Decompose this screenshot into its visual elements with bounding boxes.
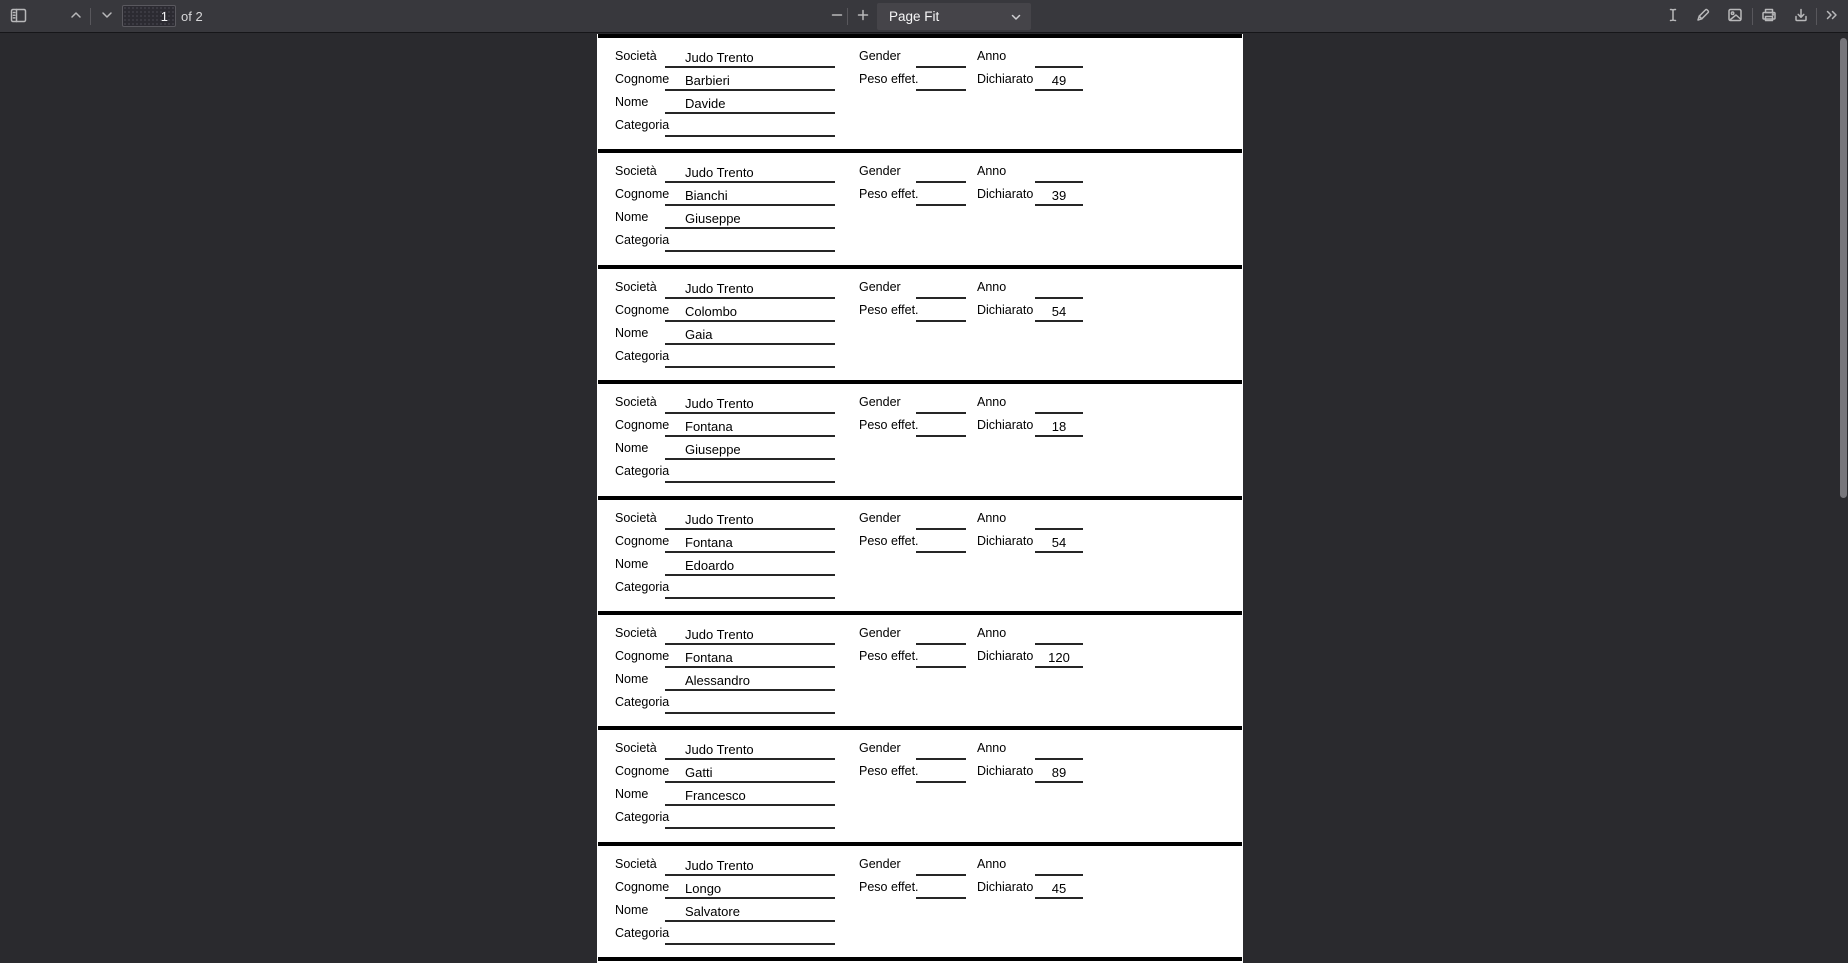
- dichiarato-field: [1035, 649, 1083, 668]
- gender-field: [916, 857, 966, 876]
- anno-field: [1035, 395, 1083, 414]
- societa-value: Judo Trento: [685, 511, 754, 527]
- image-icon: [1727, 7, 1743, 26]
- nome-value: Giuseppe: [685, 442, 741, 458]
- dichiarato-value: 39: [1051, 188, 1067, 204]
- gender-field: [916, 511, 966, 530]
- anno-field: [1035, 741, 1083, 760]
- cognome-label: Cognome: [615, 187, 670, 202]
- anno-label: Anno: [977, 741, 1007, 756]
- plus-icon: [856, 8, 870, 25]
- categoria-field: [665, 580, 835, 599]
- printer-icon: [1761, 7, 1777, 26]
- cognome-field: [665, 534, 835, 553]
- cognome-field: [665, 72, 835, 91]
- toolbar-divider: [1752, 8, 1753, 25]
- categoria-field: [665, 926, 835, 945]
- cognome-field: [665, 303, 835, 322]
- draw-tool-button[interactable]: [1690, 4, 1715, 29]
- save-button[interactable]: [1788, 4, 1813, 29]
- nome-field: [665, 441, 835, 460]
- gender-label: Gender: [859, 395, 901, 410]
- text-tool-button[interactable]: [1660, 4, 1685, 29]
- categoria-label: Categoria: [615, 348, 670, 363]
- societa-label: Società: [615, 49, 657, 63]
- nome-label: Nome: [615, 556, 649, 571]
- dichiarato-label: Dichiarato: [977, 879, 1034, 894]
- download-icon: [1793, 7, 1809, 26]
- dichiarato-value: 120: [1048, 649, 1070, 665]
- categoria-label: Categoria: [615, 694, 670, 709]
- nome-value: Davide: [685, 96, 726, 111]
- anno-label: Anno: [977, 856, 1007, 871]
- categoria-field: [665, 118, 835, 137]
- cognome-value: Gatti: [685, 765, 713, 781]
- sidebar-icon: [10, 7, 27, 27]
- cognome-field: [665, 187, 835, 206]
- gender-label: Gender: [859, 741, 901, 756]
- chevron-up-icon: [69, 8, 83, 25]
- nome-field: [665, 557, 835, 576]
- anno-field: [1035, 626, 1083, 645]
- cognome-value: Fontana: [685, 534, 733, 550]
- cognome-value: Barbieri: [685, 73, 730, 88]
- dichiarato-label: Dichiarato: [977, 72, 1034, 86]
- cognome-field: [665, 880, 835, 899]
- peso-label: Peso effet.: [859, 72, 919, 86]
- cognome-label: Cognome: [615, 533, 670, 548]
- societa-field: [665, 49, 835, 68]
- entry-card: [598, 611, 1242, 726]
- societa-label: Società: [615, 741, 657, 756]
- dichiarato-field: [1035, 303, 1083, 322]
- dichiarato-value: 54: [1051, 534, 1067, 550]
- peso-field: [916, 187, 966, 206]
- nome-field: [665, 787, 835, 806]
- nome-label: Nome: [615, 95, 649, 109]
- peso-field: [916, 418, 966, 437]
- zoom-select[interactable]: [877, 3, 1031, 30]
- peso-label: Peso effet.: [859, 533, 919, 548]
- peso-field: [916, 534, 966, 553]
- dichiarato-value: 49: [1051, 73, 1067, 88]
- peso-field: [916, 649, 966, 668]
- categoria-label: Categoria: [615, 464, 670, 479]
- peso-label: Peso effet.: [859, 764, 919, 779]
- societa-value: Judo Trento: [685, 280, 754, 296]
- cognome-value: Longo: [685, 880, 722, 896]
- categoria-label: Categoria: [615, 579, 670, 594]
- entry-card: [598, 149, 1242, 264]
- cognome-label: Cognome: [615, 648, 670, 663]
- categoria-field: [665, 810, 835, 829]
- cognome-field: [665, 649, 835, 668]
- gender-label: Gender: [859, 279, 901, 294]
- categoria-field: [665, 349, 835, 368]
- minus-icon: [830, 8, 844, 25]
- cognome-value: Fontana: [685, 649, 733, 665]
- societa-field: [665, 280, 835, 299]
- cognome-value: Bianchi: [685, 188, 728, 204]
- previous-page-button[interactable]: [63, 4, 88, 29]
- cognome-field: [665, 418, 835, 437]
- nome-value: Alessandro: [685, 672, 751, 688]
- societa-value: Judo Trento: [685, 742, 754, 758]
- peso-label: Peso effet.: [859, 879, 919, 894]
- entry-card: [598, 380, 1242, 495]
- dichiarato-field: [1035, 72, 1083, 91]
- categoria-field: [665, 233, 835, 252]
- peso-field: [916, 880, 966, 899]
- societa-label: Società: [615, 279, 657, 294]
- page-number-input[interactable]: [122, 5, 176, 27]
- gender-label: Gender: [859, 164, 901, 179]
- dichiarato-label: Dichiarato: [977, 418, 1034, 433]
- societa-field: [665, 857, 835, 876]
- anno-field: [1035, 164, 1083, 183]
- nome-label: Nome: [615, 441, 649, 456]
- next-page-button[interactable]: [94, 4, 119, 29]
- nome-label: Nome: [615, 671, 649, 686]
- societa-label: Società: [615, 625, 657, 640]
- dichiarato-label: Dichiarato: [977, 302, 1034, 317]
- nome-value: Edoardo: [685, 557, 735, 573]
- anno-field: [1035, 49, 1083, 68]
- cognome-label: Cognome: [615, 72, 670, 86]
- peso-field: [916, 72, 966, 91]
- anno-label: Anno: [977, 49, 1007, 63]
- anno-label: Anno: [977, 625, 1007, 640]
- toolbar-divider: [1816, 8, 1817, 25]
- anno-field: [1035, 857, 1083, 876]
- entry-card: [598, 726, 1242, 841]
- categoria-label: Categoria: [615, 925, 670, 940]
- dichiarato-value: 89: [1051, 765, 1067, 781]
- nome-value: Salvatore: [685, 903, 740, 919]
- dichiarato-value: 18: [1051, 419, 1067, 435]
- chevron-down-icon: [1010, 11, 1022, 26]
- peso-label: Peso effet.: [859, 418, 919, 433]
- cognome-label: Cognome: [615, 302, 670, 317]
- societa-label: Società: [615, 164, 657, 179]
- gender-field: [916, 741, 966, 760]
- anno-field: [1035, 280, 1083, 299]
- cognome-value: Fontana: [685, 419, 733, 435]
- pen-icon: [1695, 7, 1711, 26]
- image-tool-button[interactable]: [1722, 4, 1747, 29]
- sidebar-toggle-button[interactable]: [6, 4, 31, 29]
- societa-value: Judo Trento: [685, 165, 754, 181]
- dichiarato-value: 45: [1051, 880, 1067, 896]
- toolbar-divider: [90, 8, 91, 25]
- peso-label: Peso effet.: [859, 648, 919, 663]
- categoria-label: Categoria: [615, 810, 670, 825]
- nome-label: Nome: [615, 787, 649, 802]
- societa-field: [665, 395, 835, 414]
- gender-field: [916, 49, 966, 68]
- entry-card: [598, 34, 1242, 149]
- gender-label: Gender: [859, 856, 901, 871]
- dichiarato-field: [1035, 764, 1083, 783]
- anno-field: [1035, 511, 1083, 530]
- gender-field: [916, 280, 966, 299]
- peso-field: [916, 764, 966, 783]
- page-count-label: of 2: [181, 9, 203, 24]
- chevron-down-icon: [100, 8, 114, 25]
- nome-field: [665, 672, 835, 691]
- anno-label: Anno: [977, 164, 1007, 179]
- societa-value: Judo Trento: [685, 50, 754, 65]
- dichiarato-label: Dichiarato: [977, 533, 1034, 548]
- zoom-select-value: Page Fit: [889, 9, 940, 24]
- pdf-toolbar: [0, 0, 1848, 33]
- cognome-field: [665, 764, 835, 783]
- societa-label: Società: [615, 510, 657, 525]
- entry-card: [598, 842, 1242, 957]
- societa-value: Judo Trento: [685, 626, 754, 642]
- gender-field: [916, 164, 966, 183]
- peso-label: Peso effet.: [859, 187, 919, 202]
- nome-field: [665, 95, 835, 114]
- scrollbar-thumb[interactable]: [1840, 38, 1847, 498]
- nome-value: Gaia: [685, 326, 713, 342]
- nome-label: Nome: [615, 210, 649, 225]
- dichiarato-label: Dichiarato: [977, 648, 1034, 663]
- gender-label: Gender: [859, 625, 901, 640]
- gender-field: [916, 395, 966, 414]
- gender-field: [916, 626, 966, 645]
- dichiarato-value: 54: [1051, 303, 1067, 319]
- nome-field: [665, 903, 835, 922]
- dichiarato-label: Dichiarato: [977, 764, 1034, 779]
- cognome-label: Cognome: [615, 764, 670, 779]
- entry-card: [598, 265, 1242, 380]
- gender-label: Gender: [859, 510, 901, 525]
- pdf-viewer-canvas: [0, 34, 1848, 963]
- categoria-field: [665, 464, 835, 483]
- societa-field: [665, 511, 835, 530]
- nome-value: Giuseppe: [685, 211, 741, 227]
- peso-field: [916, 303, 966, 322]
- entry-card: [598, 496, 1242, 611]
- zoom-out-button[interactable]: [824, 4, 849, 29]
- anno-label: Anno: [977, 279, 1007, 294]
- categoria-label: Categoria: [615, 233, 670, 248]
- nome-field: [665, 326, 835, 345]
- societa-value: Judo Trento: [685, 396, 754, 412]
- societa-field: [665, 164, 835, 183]
- more-tools-button[interactable]: [1819, 4, 1844, 29]
- nome-label: Nome: [615, 902, 649, 917]
- print-button[interactable]: [1756, 4, 1781, 29]
- anno-label: Anno: [977, 510, 1007, 525]
- cognome-label: Cognome: [615, 879, 670, 894]
- societa-field: [665, 741, 835, 760]
- dichiarato-field: [1035, 187, 1083, 206]
- nome-field: [665, 210, 835, 229]
- nome-value: Francesco: [685, 788, 746, 804]
- nome-label: Nome: [615, 325, 649, 340]
- zoom-in-button[interactable]: [850, 4, 875, 29]
- dichiarato-field: [1035, 534, 1083, 553]
- toolbar-divider: [847, 8, 848, 25]
- ibeam-text-cursor-icon: [1665, 7, 1681, 26]
- cognome-label: Cognome: [615, 418, 670, 433]
- categoria-field: [665, 695, 835, 714]
- double-chevron-right-icon: [1824, 7, 1840, 26]
- peso-label: Peso effet.: [859, 302, 919, 317]
- pdf-page: [597, 34, 1243, 963]
- dichiarato-label: Dichiarato: [977, 187, 1034, 202]
- dichiarato-field: [1035, 418, 1083, 437]
- societa-field: [665, 626, 835, 645]
- dichiarato-field: [1035, 880, 1083, 899]
- anno-label: Anno: [977, 395, 1007, 410]
- societa-value: Judo Trento: [685, 857, 754, 873]
- societa-label: Società: [615, 395, 657, 410]
- entry-card-partial: [598, 957, 1242, 963]
- gender-label: Gender: [859, 49, 901, 63]
- societa-label: Società: [615, 856, 657, 871]
- categoria-label: Categoria: [615, 118, 670, 132]
- cognome-value: Colombo: [685, 303, 738, 319]
